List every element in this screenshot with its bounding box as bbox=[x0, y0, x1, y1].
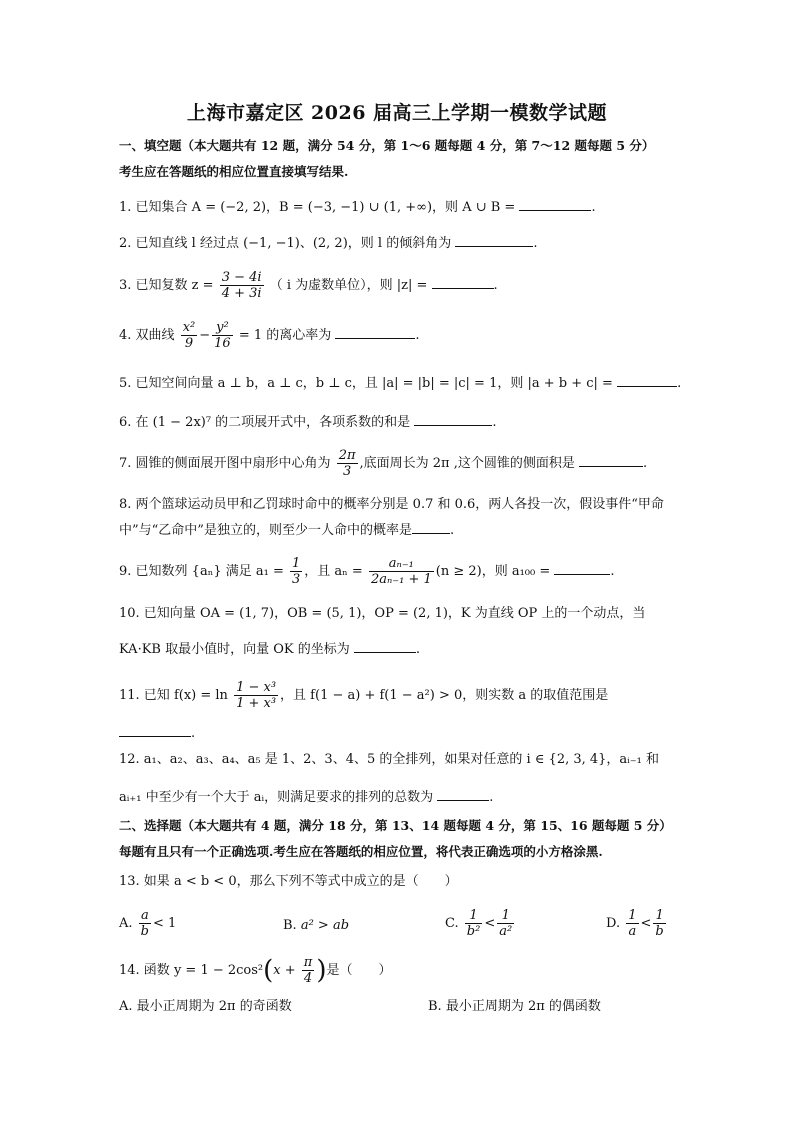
question-11-text-a: 11. 已知 f(x) = ln bbox=[119, 688, 228, 703]
q13-option-b[interactable] bbox=[283, 916, 349, 936]
question-14-text-b: 是（ ） bbox=[326, 963, 392, 978]
answer-blank bbox=[519, 196, 591, 211]
less-than-sign: < bbox=[640, 916, 652, 931]
numerator: 2π bbox=[338, 448, 356, 463]
question-12-line2: aᵢ₊₁ 中至少有一个大于 aᵢ，则满足要求的排列的总数为 bbox=[119, 790, 434, 805]
denominator: 4 bbox=[303, 971, 313, 986]
question-11-answer: . bbox=[119, 722, 679, 744]
question-4: 4. 双曲线 $\frac{\text{x²}}{9}$ − $\frac{\text{y²}}{16}$ = 1 的离心率为 . bbox=[119, 320, 420, 351]
question-9-text-a: 9. 已知数列 {aₙ} 满足 a₁ = bbox=[119, 564, 284, 579]
section2-instruction: 每题有且只有一个正确选项.考生应在答题纸的相应位置，将代表正确选项的小方格涂黑. bbox=[119, 844, 603, 859]
section1-header: 一、填空题（本大题共有 12 题，满分 54 分，第 1～6 题每题 4 分，第 7～12 题每题 5 分） bbox=[119, 138, 655, 153]
question-3-text-b: （ i 为虚数单位），则 |z| = bbox=[269, 278, 428, 293]
numerator: aₙ₋₁ bbox=[369, 556, 434, 572]
question-9-text-b: ，且 aₙ = bbox=[304, 564, 363, 579]
question-12-cont: aᵢ₊₁ 中至少有一个大于 aᵢ，则满足要求的排列的总数为 . bbox=[119, 786, 679, 808]
fraction bbox=[302, 955, 315, 986]
question-10-cont: KA·KB 取最小值时，向量 OK 的坐标为 . bbox=[119, 638, 679, 660]
question-14-arg: x + bbox=[273, 963, 296, 978]
question-2: 2. 已知直线 l 经过点 (−1, −1)、(2, 2)，则 l 的倾斜角为 . bbox=[119, 232, 679, 254]
answer-blank bbox=[437, 786, 489, 801]
section2-header: 二、选择题（本大题共有 4 题，满分 18 分，第 13、14 题每题 4 分，第 15、16 题每题 5 分） bbox=[119, 818, 672, 833]
fraction bbox=[181, 320, 198, 351]
numerator: 1 bbox=[291, 556, 301, 571]
question-7-text-a: 7. 圆锥的侧面展开图中扇形中心角为 bbox=[119, 456, 331, 471]
question-4-text-a: 4. 双曲线 bbox=[119, 328, 175, 343]
question-11-text-b: ，且 f(1 − a) + f(1 − a²) > 0，则实数 a 的取值范围是 bbox=[280, 688, 609, 703]
question-8: 8. 两个篮球运动员甲和乙罚球时命中的概率分别是 0.7 和 0.6，两人各投一次，假设事件“甲命中”与“乙命中”是独立的，则至少一人命中的概率是 . bbox=[119, 497, 664, 538]
answer-blank bbox=[455, 232, 533, 247]
q13-option-d[interactable] bbox=[606, 908, 668, 939]
question-8-text: 8. 两个篮球运动员甲和乙罚球时命中的概率分别是 0.7 和 0.6，两人各投一次，假设事件“甲命中”与“乙命中”是独立的，则至少一人命中的概率是 bbox=[119, 497, 664, 538]
question-10-line1: 10. 已知向量 OA = (1, 7)，OB = (5, 1)，OP = (2, 1)，K 为直线 OP 上的一个动点，当 bbox=[119, 606, 646, 621]
fraction bbox=[234, 680, 278, 711]
q13-option-a[interactable] bbox=[119, 908, 176, 939]
numerator: a bbox=[139, 908, 151, 924]
question-7-text-b: ,底面周长为 2π ,这个圆锥的侧面积是 bbox=[359, 456, 575, 471]
question-1-text: 1. 已知集合 A = (−2, 2)，B = (−3, −1) ∪ (1, +∞)，则 A ∪ B = bbox=[119, 200, 516, 215]
denominator: a² bbox=[499, 924, 513, 939]
denominator: b bbox=[140, 924, 149, 939]
left-paren: ( bbox=[263, 955, 274, 986]
numerator: 1 bbox=[653, 908, 665, 924]
fraction bbox=[465, 908, 483, 939]
question-13 bbox=[119, 872, 679, 892]
question-3-text-a: 3. 已知复数 z = bbox=[119, 278, 214, 293]
answer-blank bbox=[414, 411, 492, 426]
numerator: 1 bbox=[465, 908, 483, 924]
numerator: y² bbox=[212, 320, 233, 336]
denominator: a bbox=[628, 924, 637, 939]
denominator: 1 + x³ bbox=[236, 696, 277, 711]
denominator: b bbox=[655, 924, 664, 939]
question-11 bbox=[119, 680, 679, 711]
denominator: 3 bbox=[291, 572, 301, 587]
question-6: 6. 在 (1 − 2x)⁷ 的二项展开式中，各项系数的和是 . bbox=[119, 411, 679, 433]
fraction bbox=[369, 556, 434, 587]
numerator: 1 bbox=[497, 908, 514, 924]
section1-instruction: 考生应在答题纸的相应位置直接填写结果. bbox=[119, 164, 349, 179]
answer-blank bbox=[432, 274, 494, 289]
answer-blank bbox=[412, 519, 450, 534]
option-label: B. bbox=[283, 918, 297, 933]
question-3: 3. 已知复数 z = $\frac{3 - 4i}{4 + 3i}$ （ i 为虚数单位），则 |z| = . bbox=[119, 270, 498, 301]
fraction bbox=[290, 556, 302, 587]
option-label: A. bbox=[119, 916, 133, 931]
q13-option-c[interactable] bbox=[445, 908, 516, 939]
fraction bbox=[337, 448, 358, 479]
question-13-stem: 13. 如果 a < b < 0，那么下列不等式中成立的是（ ） bbox=[119, 874, 458, 889]
fraction bbox=[497, 908, 514, 939]
question-10 bbox=[119, 604, 679, 624]
question-5-text: 5. 已知空间向量 a ⊥ b，a ⊥ c，b ⊥ c，且 |a| = |b| = |c| = 1，则 |a + b + c| = bbox=[119, 376, 613, 391]
answer-blank bbox=[335, 324, 415, 339]
numerator: x² bbox=[182, 320, 196, 335]
question-5: 5. 已知空间向量 a ⊥ b，a ⊥ c，b ⊥ c，且 |a| = |b| = |c| = 1，则 |a + b + c| = . bbox=[119, 372, 679, 394]
question-12 bbox=[119, 750, 679, 770]
denominator: 3 bbox=[342, 464, 352, 479]
option-label: D. bbox=[606, 916, 621, 931]
denominator: 4 + 3i bbox=[221, 286, 262, 301]
question-14-text-a: 14. 函数 y = 1 − 2cos² bbox=[119, 963, 264, 978]
fraction bbox=[212, 320, 233, 351]
fraction bbox=[626, 908, 638, 939]
denominator: b² bbox=[466, 924, 481, 939]
fraction bbox=[139, 908, 151, 939]
numerator: 3 − 4i bbox=[221, 270, 262, 285]
question-2-text: 2. 已知直线 l 经过点 (−1, −1)、(2, 2)，则 l 的倾斜角为 bbox=[119, 236, 452, 251]
denominator: 16 bbox=[214, 336, 231, 351]
right-paren: ) bbox=[316, 955, 327, 986]
question-14 bbox=[119, 955, 679, 986]
less-than-sign: < bbox=[484, 916, 496, 931]
question-7: 7. 圆锥的侧面展开图中扇形中心角为 $\frac{2\pi}{3}$ ,底面周长为 2π ,这个圆锥的侧面积是 . bbox=[119, 448, 648, 479]
option-label: C. bbox=[445, 916, 459, 931]
option-text: a² > ab bbox=[300, 918, 350, 933]
answer-blank bbox=[119, 722, 191, 737]
question-9-text-c: (n ≥ 2)，则 a₁₀₀ = bbox=[435, 564, 551, 579]
fraction bbox=[220, 270, 264, 301]
numerator: 1 bbox=[628, 908, 637, 923]
answer-blank bbox=[354, 638, 416, 653]
denominator: 9 bbox=[184, 336, 194, 351]
question-6-text: 6. 在 (1 − 2x)⁷ 的二项展开式中，各项系数的和是 bbox=[119, 415, 411, 430]
exam-title: 上海市嘉定区 2026 届高三上学期一模数学试题 bbox=[186, 102, 608, 124]
answer-blank bbox=[554, 560, 610, 575]
denominator: 2aₙ₋₁ + 1 bbox=[370, 572, 432, 587]
fraction bbox=[653, 908, 665, 939]
question-4-text-b: = 1 的离心率为 bbox=[238, 328, 332, 343]
option-text: < 1 bbox=[153, 916, 177, 931]
q14-option-b[interactable]: B. 最小正周期为 2π 的偶函数 bbox=[428, 999, 601, 1014]
q14-option-a[interactable]: A. 最小正周期为 2π 的奇函数 bbox=[119, 999, 292, 1014]
answer-blank bbox=[617, 372, 677, 387]
question-10-line2: KA·KB 取最小值时，向量 OK 的坐标为 bbox=[119, 642, 350, 657]
numerator: π bbox=[303, 955, 313, 970]
question-9: 9. 已知数列 {aₙ} 满足 a₁ = $\frac{1}{3}$ ，且 aₙ = $\frac{\text{aₙ₋₁}}{\text{2aₙ₋₁ + 1}}$ (n ≥ 2)，则 a₁₀₀ = . bbox=[119, 556, 615, 587]
question-12-line1: 12. a₁、a₂、a₃、a₄、a₅ 是 1、2、3、4、5 的全排列，如果对任意的 i ∈ {2, 3, 4}，aᵢ₋₁ 和 bbox=[119, 752, 660, 767]
question-1: 1. 已知集合 A = (−2, 2)，B = (−3, −1) ∪ (1, +∞)，则 A ∪ B = . bbox=[119, 196, 679, 218]
minus-sign: − bbox=[199, 328, 211, 343]
numerator: 1 − x³ bbox=[236, 680, 277, 695]
answer-blank bbox=[579, 452, 643, 467]
